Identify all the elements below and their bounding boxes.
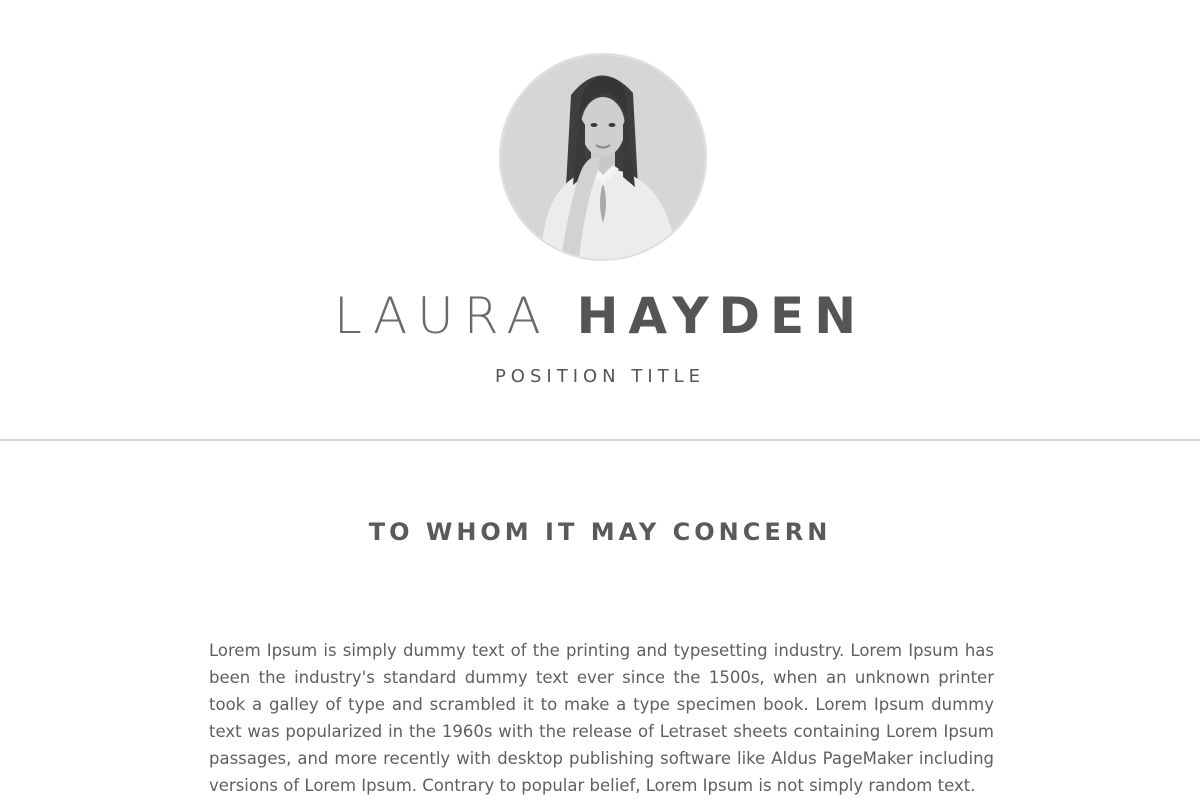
last-name: HAYDEN	[576, 287, 867, 345]
letter-body: Lorem Ipsum is simply dummy text of the printing and typesetting industry. Lorem Ipsum has been the industry's standard dummy text ever since the 1500s, when an unknown printer took a galley of type and scrambled it to make a type specimen book. Lorem Ipsum dummy text was popularized in the 1960s with the release of Letraset sheets containing Lorem Ipsum passages, and more recently with desktop publishing software like Aldus PageMaker including versions of Lorem Ipsum. Contrary to popular belief, Lorem Ipsum is not simply random text.	[209, 641, 994, 795]
header-divider	[0, 439, 1200, 441]
full-name	[0, 285, 1200, 347]
portrait-photo-icon	[501, 55, 705, 259]
letter-greeting: TO WHOM IT MAY CONCERN	[368, 518, 832, 546]
position-title: POSITION TITLE	[494, 366, 706, 387]
first-name: LAURA	[333, 287, 551, 345]
avatar	[499, 53, 707, 261]
